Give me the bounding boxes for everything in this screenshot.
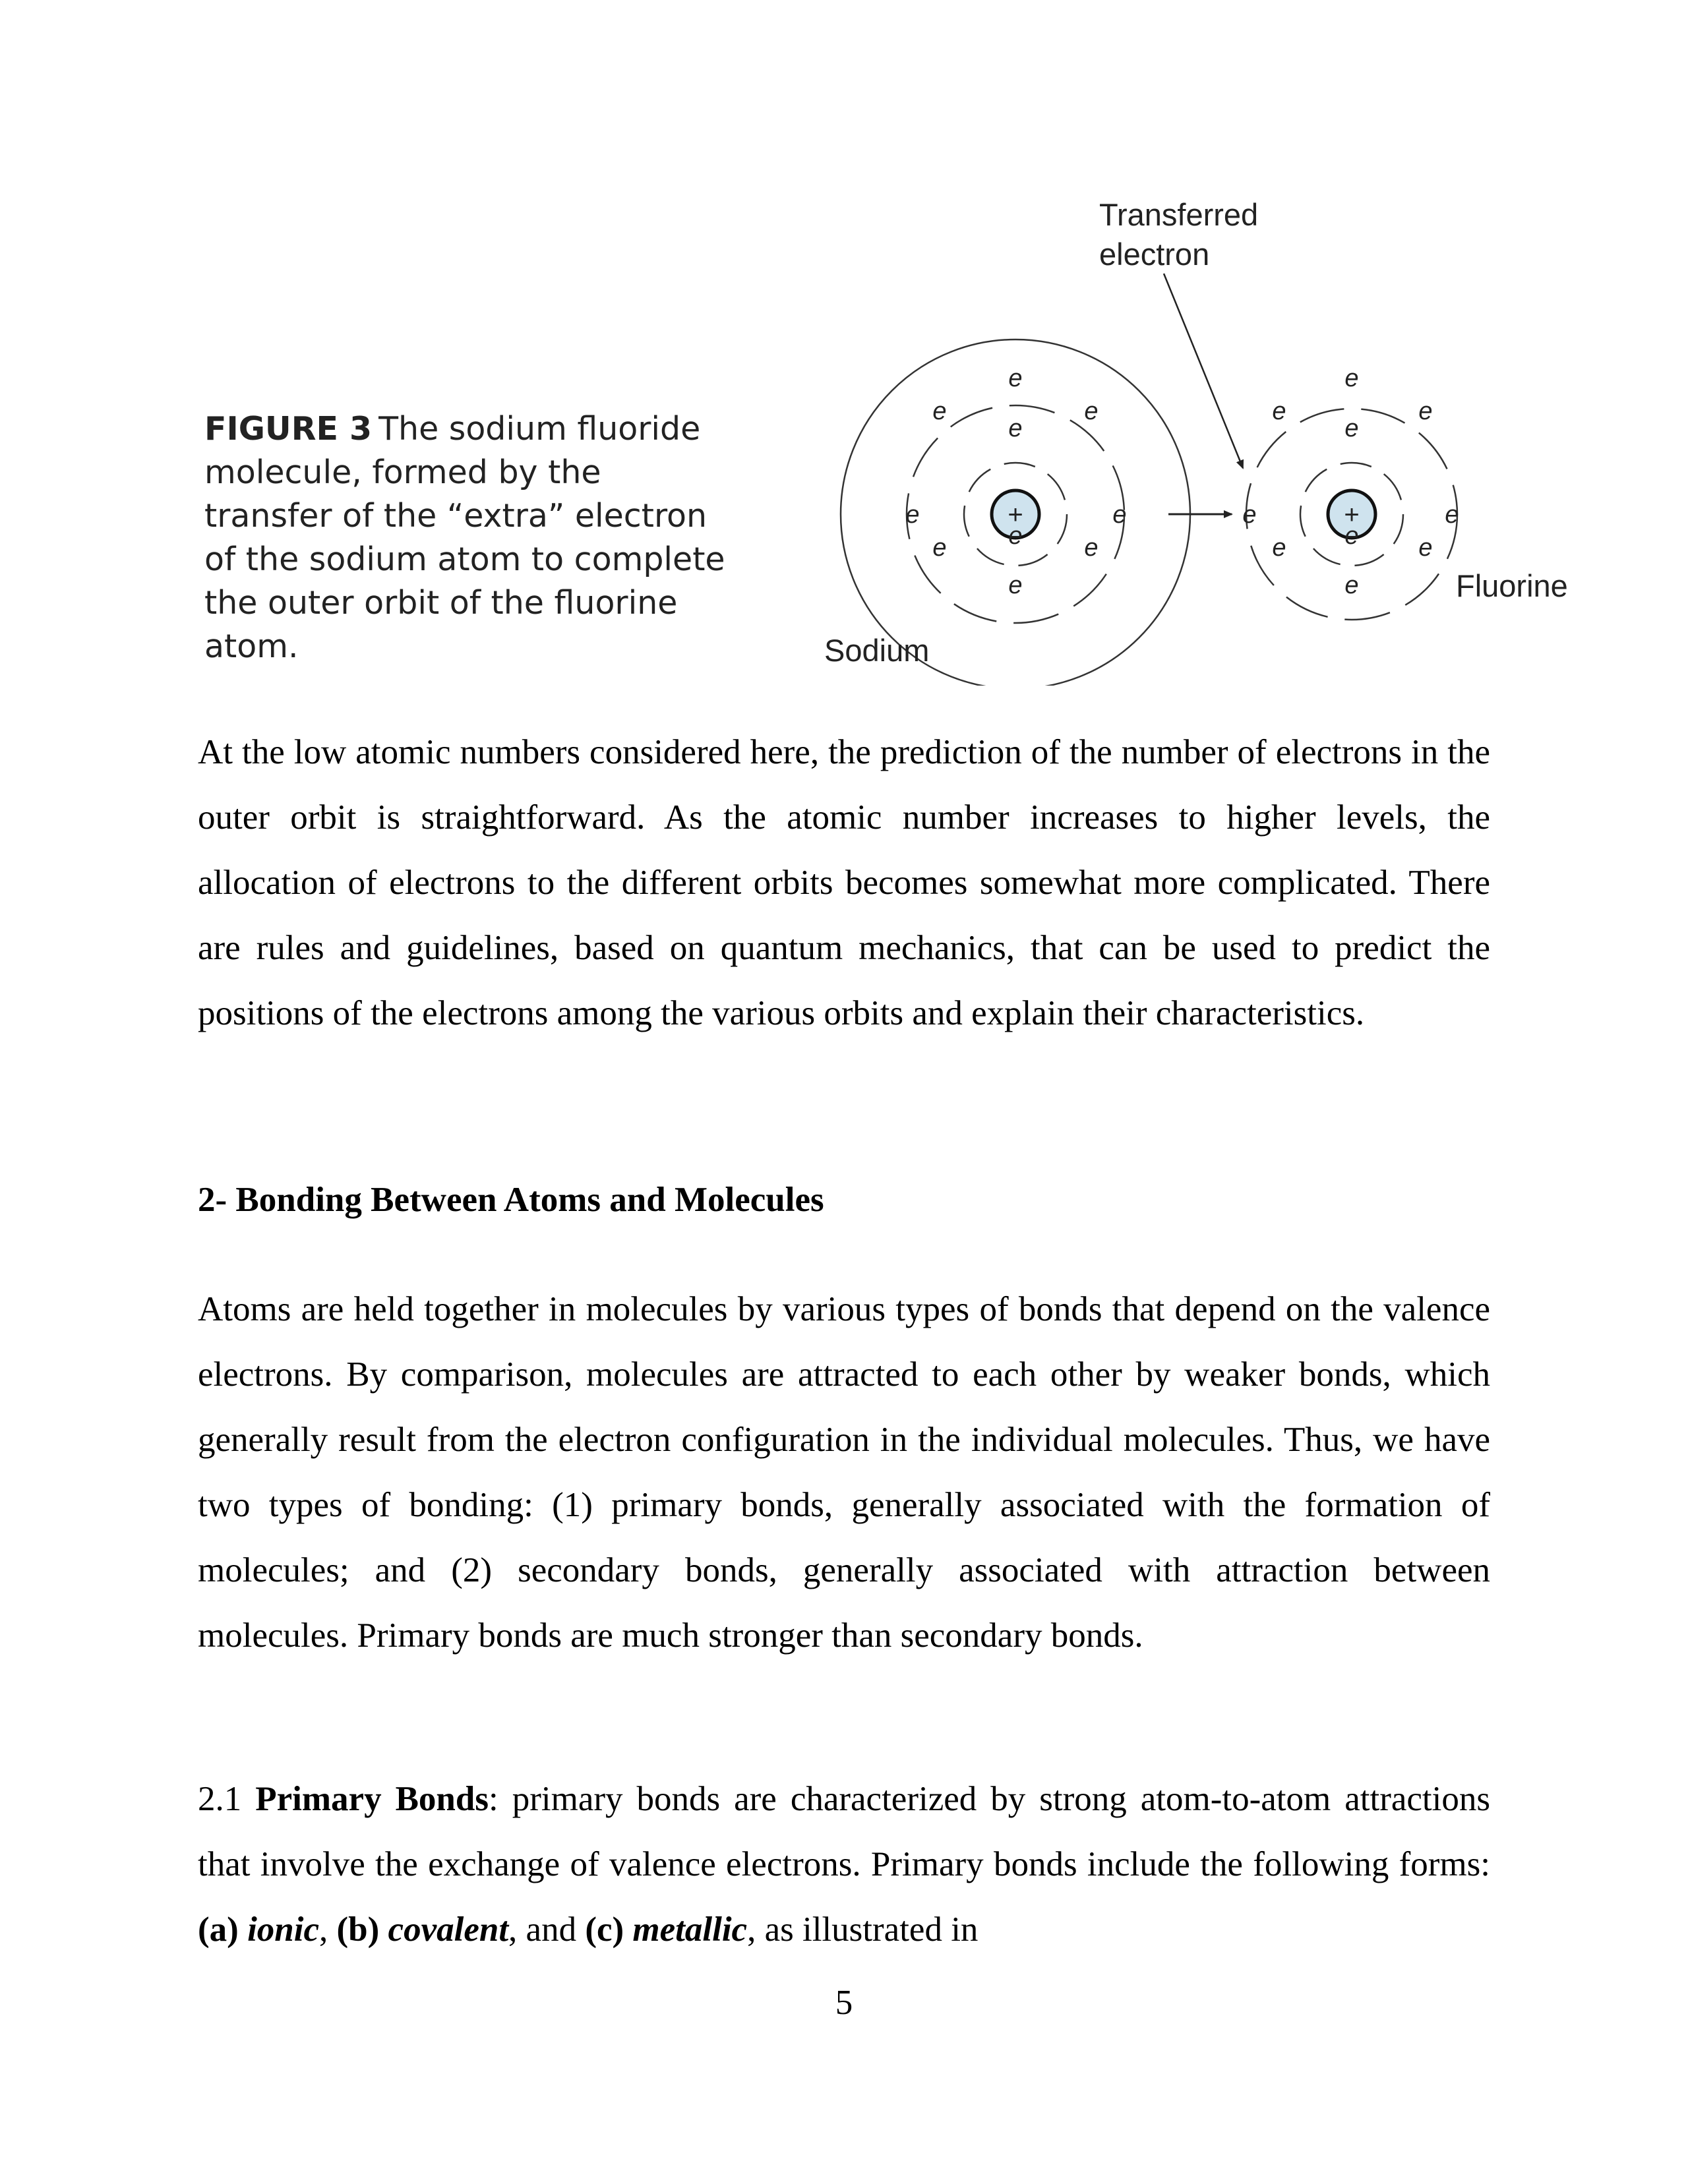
subsection-number: 2.1 bbox=[198, 1780, 242, 1818]
transferred-label-line1: Transferred bbox=[1099, 197, 1259, 232]
transferred-electron-pointer bbox=[1164, 274, 1243, 468]
fluorine-nucleus-symbol: + bbox=[1344, 500, 1360, 529]
electron: e bbox=[932, 534, 947, 562]
term-covalent: covalent bbox=[388, 1910, 509, 1949]
fluorine-electrons bbox=[1242, 365, 1459, 599]
paragraph-1: At the low atomic numbers considered here, the prediction of the number of electrons in the outer orbit is straightforward. As the atomic number increases to higher levels, the allocation of electrons to the different orbits becomes somewhat more complicated. There are rules and guidelines, based on quantum mechanics, that can be used to predict the positions of the electrons among the various orbits and explain their characteristics. bbox=[198, 733, 1490, 1032]
label-b: (b) bbox=[336, 1910, 380, 1949]
transferred-electron: e bbox=[1242, 501, 1257, 529]
sodium-nucleus-symbol: + bbox=[1008, 500, 1023, 529]
term-ionic: ionic bbox=[247, 1910, 320, 1949]
separator: , bbox=[319, 1910, 337, 1949]
subsection-title: Primary Bonds bbox=[255, 1780, 489, 1818]
figure-caption bbox=[204, 407, 732, 668]
electron: e bbox=[932, 398, 947, 425]
sodium-fluoride-diagram bbox=[758, 185, 1596, 686]
label-a: (a) bbox=[198, 1910, 239, 1949]
electron: e bbox=[1418, 398, 1433, 425]
separator: , and bbox=[508, 1910, 586, 1949]
paragraph-3-text: : primary bonds are characterized by strong atom-to-atom attractions that involve the exchange of valence electrons. Primary bonds include the following forms: bbox=[198, 1780, 1490, 1883]
electron: e bbox=[1084, 398, 1099, 425]
electron: e bbox=[905, 501, 920, 529]
electron: e bbox=[1344, 522, 1359, 550]
section-heading: 2- Bonding Between Atoms and Molecules bbox=[198, 1181, 824, 1219]
sodium-electrons bbox=[905, 365, 1126, 599]
electron: e bbox=[1344, 572, 1359, 599]
page-number: 5 bbox=[835, 1984, 853, 2022]
electron: e bbox=[1445, 501, 1459, 529]
electron: e bbox=[1418, 534, 1433, 562]
electron: e bbox=[1008, 522, 1023, 550]
term-metallic: metallic bbox=[632, 1910, 748, 1949]
electron: e bbox=[1008, 572, 1023, 599]
electron: e bbox=[1344, 415, 1359, 442]
electron: e bbox=[1272, 398, 1286, 425]
fluorine-label: Fluorine bbox=[1456, 568, 1568, 603]
transferred-label-line2: electron bbox=[1099, 237, 1210, 272]
figure-caption-text: The sodium fluoride molecule, formed by the transfer of the “extra” electron of the sodium atom to complete the outer orbit of the fluorine atom. bbox=[204, 410, 725, 665]
electron: e bbox=[1008, 415, 1023, 442]
paragraph-2: Atoms are held together in molecules by various types of bonds that depend on the valence electrons. By comparison, molecules are attracted to each other by weaker bonds, which generally result from the electron configuration in the individual molecules. Thus, we have two types of bonding: (1) primary bonds, generally associated with the formation of molecules; and (2) secondary bonds, generally associated with attraction between molecules. Primary bonds are much stronger than secondary bonds. bbox=[198, 1290, 1490, 1655]
electron: e bbox=[1084, 534, 1099, 562]
electron: e bbox=[1344, 365, 1359, 392]
electron: e bbox=[1112, 501, 1127, 529]
paragraph-3 bbox=[198, 1767, 1490, 1963]
electron: e bbox=[1272, 534, 1286, 562]
electron: e bbox=[1008, 365, 1023, 392]
paragraph-3-ending: , as illustrated in bbox=[747, 1910, 979, 1949]
sodium-label: Sodium bbox=[824, 633, 930, 668]
label-c: (c) bbox=[585, 1910, 624, 1949]
figure-label: FIGURE 3 bbox=[204, 410, 373, 448]
